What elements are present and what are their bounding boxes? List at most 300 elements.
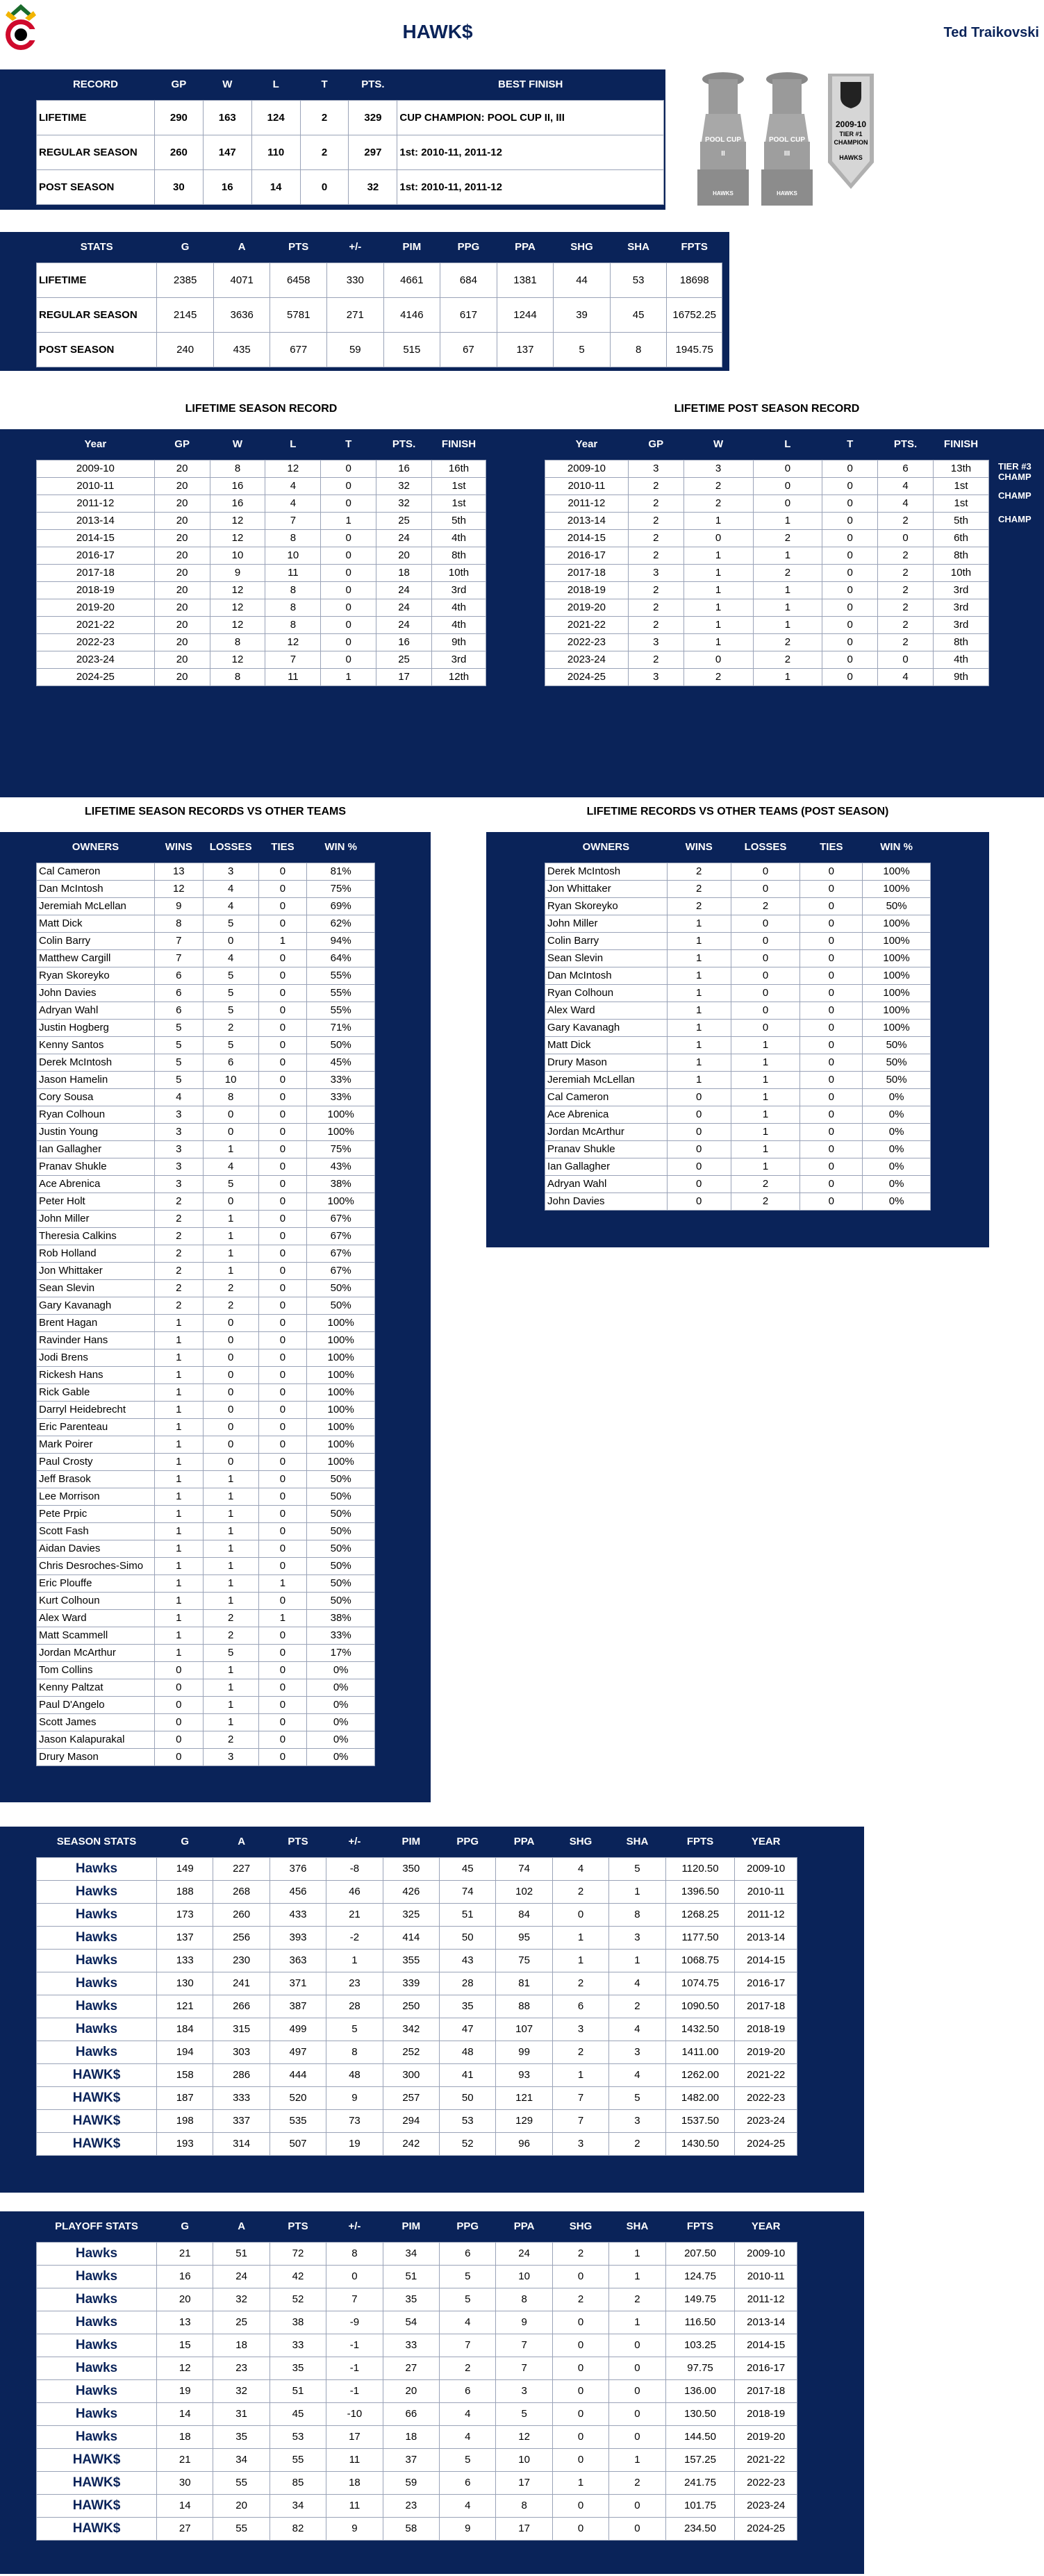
record-cell: 1 bbox=[203, 1574, 258, 1592]
record-cell: 0 bbox=[203, 1401, 258, 1418]
record-cell: 0 bbox=[878, 529, 934, 547]
record-cell: 0 bbox=[800, 897, 863, 915]
record-cell: 10 bbox=[210, 547, 265, 564]
team-name-cell: Hawks bbox=[37, 1926, 157, 1949]
stat-cell: 18 bbox=[326, 2471, 383, 2494]
owner-name-cell: Aidan Davies bbox=[37, 1540, 155, 1557]
record-cell: 0 bbox=[258, 1366, 307, 1383]
stat-cell: 27 bbox=[157, 2517, 213, 2540]
stat-cell: 103.25 bbox=[665, 2334, 735, 2357]
record-cell: 1 bbox=[154, 1522, 203, 1540]
record-cell: 0 bbox=[203, 1453, 258, 1470]
record-cell: 7 bbox=[265, 512, 321, 529]
stat-cell: 0 bbox=[552, 2448, 608, 2471]
blackhawks-logo-icon bbox=[3, 1, 39, 57]
record-cell: 1 bbox=[753, 599, 822, 616]
record-cell: 9th bbox=[432, 633, 486, 651]
stat-cell: 1430.50 bbox=[665, 2132, 735, 2155]
stat-cell: 9 bbox=[496, 2311, 552, 2334]
record-header: PTS. bbox=[361, 78, 385, 91]
stat-cell: 17 bbox=[496, 2517, 552, 2540]
table-row bbox=[37, 1731, 375, 1748]
record-cell: 10 bbox=[265, 547, 321, 564]
stat-cell: 2 bbox=[609, 2132, 665, 2155]
record-cell: 1 bbox=[753, 581, 822, 599]
stat-cell: 53 bbox=[440, 2109, 496, 2132]
stat-cell: 2017-18 bbox=[735, 2379, 797, 2402]
badge-line3: HAWKS bbox=[839, 154, 863, 161]
record-cell: 4 bbox=[878, 477, 934, 495]
record-cell: 0 bbox=[258, 1054, 307, 1071]
table-row bbox=[37, 1574, 375, 1592]
record-cell: 1 bbox=[154, 1331, 203, 1349]
record-cell: 25 bbox=[376, 651, 432, 668]
stat-cell: 42 bbox=[270, 2265, 326, 2288]
stat-cell: 1 bbox=[552, 1949, 608, 1972]
record-cell: 100% bbox=[307, 1314, 375, 1331]
table-row bbox=[37, 135, 664, 169]
record-cell: 1 bbox=[731, 1036, 800, 1054]
record-cell: 2 bbox=[878, 581, 934, 599]
table-row bbox=[37, 1036, 375, 1054]
record-cell: 163 bbox=[203, 100, 251, 135]
record-cell: 0 bbox=[321, 547, 376, 564]
record-cell: 0 bbox=[822, 495, 878, 512]
stat-cell: 2011-12 bbox=[735, 2288, 797, 2311]
record-cell: 94% bbox=[307, 932, 375, 949]
vs-season-header: TIES bbox=[271, 841, 295, 854]
season-stats-header: YEAR bbox=[751, 1836, 781, 1848]
stat-cell: 136.00 bbox=[665, 2379, 735, 2402]
record-label: REGULAR SEASON bbox=[37, 135, 155, 169]
owner-name-cell: Derek McIntosh bbox=[545, 863, 668, 880]
table-row bbox=[37, 984, 375, 1002]
record-cell: 0 bbox=[154, 1696, 203, 1713]
table-row bbox=[37, 2357, 797, 2379]
record-cell: 0 bbox=[800, 915, 863, 932]
stats-table bbox=[36, 232, 722, 367]
cup-number: III bbox=[784, 150, 790, 158]
playoff-stats-header: SHG bbox=[569, 2220, 593, 2233]
stat-cell: 31 bbox=[213, 2402, 270, 2425]
record-cell: 0 bbox=[800, 1175, 863, 1193]
stat-cell: 2 bbox=[609, 2471, 665, 2494]
season-record-header: FINISH bbox=[441, 438, 477, 451]
record-cell: 8th bbox=[934, 633, 989, 651]
vs-post-title: LIFETIME RECORDS VS OTHER TEAMS (POST SEASON) bbox=[586, 806, 889, 817]
table-row bbox=[37, 651, 486, 668]
record-cell: 1 bbox=[154, 1505, 203, 1522]
table-row bbox=[37, 2086, 797, 2109]
record-cell: 3 bbox=[154, 1123, 203, 1140]
record-cell: 1 bbox=[683, 599, 753, 616]
record-cell: 0 bbox=[258, 1505, 307, 1522]
owner-name-cell: Drury Mason bbox=[37, 1748, 155, 1765]
stat-cell: 81 bbox=[496, 1972, 552, 1995]
record-cell: 0 bbox=[258, 1123, 307, 1140]
record-cell: 55% bbox=[307, 967, 375, 984]
table-row bbox=[37, 1418, 375, 1436]
stat-cell: 2019-20 bbox=[735, 2041, 797, 2063]
table-row bbox=[37, 1349, 375, 1366]
stats-cell: 2385 bbox=[157, 263, 214, 297]
table-row bbox=[37, 1383, 375, 1401]
record-cell: 1 bbox=[321, 512, 376, 529]
record-cell: 2 bbox=[667, 880, 731, 897]
record-cell: 2 bbox=[731, 1193, 800, 1210]
stats-label: POST SEASON bbox=[37, 332, 157, 367]
record-cell: 2 bbox=[683, 668, 753, 685]
record-cell: 1 bbox=[154, 1436, 203, 1453]
playoff-stats-header: FPTS bbox=[686, 2220, 714, 2233]
table-row bbox=[37, 1002, 375, 1019]
owner-name-cell: Mark Poirer bbox=[37, 1436, 155, 1453]
stat-cell: 6 bbox=[440, 2379, 496, 2402]
stats-body bbox=[37, 263, 722, 367]
year-cell: 2019-20 bbox=[37, 599, 155, 616]
record-cell: 0 bbox=[258, 1627, 307, 1644]
stat-cell: 28 bbox=[326, 1995, 383, 2018]
record-cell: 1st bbox=[934, 477, 989, 495]
stat-cell: 9 bbox=[326, 2086, 383, 2109]
stat-cell: 1 bbox=[609, 2265, 665, 2288]
stat-cell: 193 bbox=[157, 2132, 213, 2155]
record-cell: 0 bbox=[321, 651, 376, 668]
stats-cell: 39 bbox=[554, 297, 611, 332]
stat-cell: 1 bbox=[609, 1880, 665, 1903]
team-name-cell: Hawks bbox=[37, 2311, 157, 2334]
season-stats-header: SHA bbox=[626, 1836, 649, 1848]
stat-cell: 5 bbox=[496, 2402, 552, 2425]
playoff-stats-header: G bbox=[181, 2220, 190, 2233]
table-row bbox=[37, 1331, 375, 1349]
record-cell: 2 bbox=[753, 564, 822, 581]
table-row bbox=[37, 1262, 375, 1279]
stat-cell: 84 bbox=[496, 1903, 552, 1926]
vs-post-header: OWNERS bbox=[582, 841, 630, 854]
record-cell: 5th bbox=[432, 512, 486, 529]
record-cell: 50% bbox=[307, 1592, 375, 1609]
table-row bbox=[37, 1366, 375, 1383]
record-cell: 0 bbox=[203, 1383, 258, 1401]
record-cell: 0 bbox=[321, 477, 376, 495]
record-cell: 7 bbox=[265, 651, 321, 668]
vs-post-table bbox=[545, 832, 931, 1211]
record-cell: 0 bbox=[258, 1175, 307, 1193]
table-row bbox=[37, 1972, 797, 1995]
table-row bbox=[545, 581, 989, 599]
stats-cell: 330 bbox=[327, 263, 384, 297]
record-cell: 2 bbox=[154, 1297, 203, 1314]
stat-cell: -1 bbox=[326, 2334, 383, 2357]
record-cell: 0 bbox=[753, 460, 822, 477]
season-record-title: LIFETIME SEASON RECORD bbox=[185, 403, 338, 415]
stat-cell: 339 bbox=[383, 1972, 439, 1995]
record-cell: 0 bbox=[731, 984, 800, 1002]
record-cell: 0 bbox=[800, 1019, 863, 1036]
champion-badge bbox=[827, 72, 875, 190]
record-cell: 0 bbox=[321, 633, 376, 651]
stat-cell: 260 bbox=[213, 1903, 270, 1926]
record-cell: 16 bbox=[203, 169, 251, 204]
record-cell: 0 bbox=[800, 1193, 863, 1210]
table-row bbox=[37, 1505, 375, 1522]
year-cell: 2016-17 bbox=[37, 547, 155, 564]
stat-cell: 0 bbox=[609, 2402, 665, 2425]
post-record-header: FINISH bbox=[943, 438, 979, 451]
record-cell: 2 bbox=[628, 616, 683, 633]
stats-header: PPG bbox=[457, 241, 480, 254]
table-row bbox=[37, 1926, 797, 1949]
record-cell: 3 bbox=[628, 460, 683, 477]
stat-cell: 9 bbox=[440, 2517, 496, 2540]
year-cell: 2014-15 bbox=[37, 529, 155, 547]
record-cell: 1 bbox=[203, 1227, 258, 1245]
record-cell: 2 bbox=[878, 547, 934, 564]
year-cell: 2022-23 bbox=[37, 633, 155, 651]
owner-name-cell: Matthew Cargill bbox=[37, 949, 155, 967]
record-cell: 0 bbox=[258, 1245, 307, 1262]
stat-cell: 2009-10 bbox=[735, 1857, 797, 1880]
record-cell: 1st bbox=[432, 477, 486, 495]
record-cell: 0% bbox=[307, 1661, 375, 1679]
record-cell: 0 bbox=[154, 1661, 203, 1679]
record-cell: 100% bbox=[307, 1366, 375, 1383]
stat-cell: 342 bbox=[383, 2018, 439, 2041]
stats-cell: 240 bbox=[157, 332, 214, 367]
record-cell: 0 bbox=[258, 1002, 307, 1019]
table-row bbox=[37, 2018, 797, 2041]
post-record-header: PTS. bbox=[893, 438, 918, 451]
record-cell: 0 bbox=[154, 1679, 203, 1696]
record-cell: 3 bbox=[203, 863, 258, 880]
record-cell: 100% bbox=[307, 1436, 375, 1453]
table-row bbox=[37, 1949, 797, 1972]
stat-cell: 124.75 bbox=[665, 2265, 735, 2288]
record-cell: 1 bbox=[258, 932, 307, 949]
stat-cell: 0 bbox=[609, 2357, 665, 2379]
year-cell: 2022-23 bbox=[545, 633, 629, 651]
record-cell: 20 bbox=[154, 547, 210, 564]
record-cell: 1 bbox=[154, 1644, 203, 1661]
year-cell: 2023-24 bbox=[545, 651, 629, 668]
table-row bbox=[545, 460, 989, 477]
record-cell: 0 bbox=[683, 651, 753, 668]
stat-cell: 5 bbox=[440, 2265, 496, 2288]
record-cell: 3rd bbox=[432, 581, 486, 599]
stat-cell: 34 bbox=[213, 2448, 270, 2471]
record-cell: 0 bbox=[258, 1644, 307, 1661]
record-cell: 1 bbox=[154, 1453, 203, 1470]
stats-cell: 45 bbox=[610, 297, 667, 332]
record-cell: 0 bbox=[258, 880, 307, 897]
table-row bbox=[37, 915, 375, 932]
table-row bbox=[37, 1193, 375, 1210]
stat-cell: 4 bbox=[440, 2402, 496, 2425]
stat-cell: 82 bbox=[270, 2517, 326, 2540]
record-cell: 81% bbox=[307, 863, 375, 880]
record-cell: 5 bbox=[203, 967, 258, 984]
record-cell: 5 bbox=[154, 1019, 203, 1036]
owner-name-cell: Darryl Heidebrecht bbox=[37, 1401, 155, 1418]
stat-cell: 7 bbox=[326, 2288, 383, 2311]
table-row bbox=[545, 1088, 931, 1106]
record-cell: 1 bbox=[667, 1002, 731, 1019]
record-cell: 1 bbox=[154, 1609, 203, 1627]
playoff-stats-header: YEAR bbox=[751, 2220, 781, 2233]
record-cell: 4th bbox=[934, 651, 989, 668]
table-row bbox=[545, 616, 989, 633]
year-cell: 2023-24 bbox=[37, 651, 155, 668]
record-cell: 100% bbox=[307, 1418, 375, 1436]
record-cell: 1 bbox=[203, 1557, 258, 1574]
record-cell: 8 bbox=[210, 460, 265, 477]
stat-cell: 5 bbox=[609, 1857, 665, 1880]
record-cell: 20 bbox=[154, 460, 210, 477]
record-cell: 3 bbox=[628, 668, 683, 685]
table-row bbox=[37, 897, 375, 915]
stat-cell: 4 bbox=[440, 2425, 496, 2448]
stat-cell: 2 bbox=[552, 1880, 608, 1903]
stat-cell: 0 bbox=[552, 2334, 608, 2357]
table-row bbox=[37, 1297, 375, 1314]
table-row bbox=[37, 932, 375, 949]
stat-cell: 88 bbox=[496, 1995, 552, 2018]
team-name-cell: Hawks bbox=[37, 2334, 157, 2357]
owner-name-cell: Ryan Skoreyko bbox=[545, 897, 668, 915]
team-name-cell: HAWK$ bbox=[37, 2063, 157, 2086]
playoff-stats-header: +/- bbox=[348, 2220, 361, 2233]
record-cell: 100% bbox=[307, 1193, 375, 1210]
record-cell: 50% bbox=[307, 1574, 375, 1592]
stat-cell: 0 bbox=[609, 2494, 665, 2517]
table-row bbox=[545, 897, 931, 915]
record-cell: 0 bbox=[258, 1748, 307, 1765]
stat-cell: 33 bbox=[383, 2334, 439, 2357]
stat-cell: 20 bbox=[157, 2288, 213, 2311]
stat-cell: 43 bbox=[440, 1949, 496, 1972]
stat-cell: 2018-19 bbox=[735, 2402, 797, 2425]
owner-name-cell: Pete Prpic bbox=[37, 1505, 155, 1522]
vs-post-body bbox=[545, 863, 931, 1210]
stat-cell: 1411.00 bbox=[665, 2041, 735, 2063]
stat-cell: 497 bbox=[270, 2041, 326, 2063]
stat-cell: 149.75 bbox=[665, 2288, 735, 2311]
owner-name-cell: John Davies bbox=[545, 1193, 668, 1210]
stat-cell: 37 bbox=[383, 2448, 439, 2471]
record-cell: 1 bbox=[753, 668, 822, 685]
stat-cell: -8 bbox=[326, 1857, 383, 1880]
table-row bbox=[37, 1123, 375, 1140]
record-cell: 4 bbox=[203, 897, 258, 915]
year-cell: 2010-11 bbox=[37, 477, 155, 495]
playoff-stats-header: PTS bbox=[288, 2220, 308, 2233]
owner-name-cell: Justin Hogberg bbox=[37, 1019, 155, 1036]
record-cell: 100% bbox=[863, 1019, 931, 1036]
record-cell: 100% bbox=[863, 1002, 931, 1019]
owner-name-cell: Jordan McArthur bbox=[37, 1644, 155, 1661]
stat-cell: 157.25 bbox=[665, 2448, 735, 2471]
owner-name-cell: Tom Collins bbox=[37, 1661, 155, 1679]
record-cell: 0% bbox=[863, 1193, 931, 1210]
stat-cell: 35 bbox=[270, 2357, 326, 2379]
stat-cell: 23 bbox=[326, 1972, 383, 1995]
stat-cell: 2021-22 bbox=[735, 2448, 797, 2471]
table-row bbox=[37, 495, 486, 512]
record-cell: 0 bbox=[203, 1418, 258, 1436]
record-cell: 64% bbox=[307, 949, 375, 967]
stat-cell: 1 bbox=[609, 2448, 665, 2471]
year-cell: 2017-18 bbox=[37, 564, 155, 581]
record-cell: 8 bbox=[265, 599, 321, 616]
table-row bbox=[37, 2132, 797, 2155]
stats-cell: 44 bbox=[554, 263, 611, 297]
owner-name-cell: Lee Morrison bbox=[37, 1488, 155, 1505]
table-row bbox=[37, 1713, 375, 1731]
record-cell: 0 bbox=[258, 1418, 307, 1436]
stat-cell: 2021-22 bbox=[735, 2063, 797, 2086]
stats-cell: 53 bbox=[610, 263, 667, 297]
owner-name-cell: Ian Gallagher bbox=[37, 1140, 155, 1158]
owner-name-cell: Eric Plouffe bbox=[37, 1574, 155, 1592]
record-cell: 2 bbox=[753, 529, 822, 547]
season-stats-header: G bbox=[181, 1836, 190, 1848]
stat-cell: 35 bbox=[213, 2425, 270, 2448]
record-cell: 100% bbox=[863, 949, 931, 967]
table-row bbox=[37, 547, 486, 564]
record-cell: 18 bbox=[376, 564, 432, 581]
team-name-cell: Hawks bbox=[37, 1949, 157, 1972]
owner-name-cell: Derek McIntosh bbox=[37, 1054, 155, 1071]
record-cell: 2 bbox=[667, 897, 731, 915]
record-cell: 8 bbox=[265, 581, 321, 599]
record-cell: 2 bbox=[628, 651, 683, 668]
vs-season-table bbox=[36, 832, 375, 1766]
vs-season-title: LIFETIME SEASON RECORDS VS OTHER TEAMS bbox=[84, 806, 347, 817]
record-cell: 0 bbox=[800, 1036, 863, 1054]
record-cell: 67% bbox=[307, 1262, 375, 1279]
record-cell: 2 bbox=[878, 633, 934, 651]
record-cell: 2 bbox=[731, 1175, 800, 1193]
stat-cell: 23 bbox=[383, 2494, 439, 2517]
table-row bbox=[545, 599, 989, 616]
record-cell: 0 bbox=[203, 1314, 258, 1331]
record-cell: 55% bbox=[307, 984, 375, 1002]
record-cell: 4th bbox=[432, 529, 486, 547]
record-cell: 38% bbox=[307, 1609, 375, 1627]
record-cell: 1 bbox=[203, 1661, 258, 1679]
stat-cell: 371 bbox=[270, 1972, 326, 1995]
table-row bbox=[545, 932, 931, 949]
record-cell: 1 bbox=[154, 1383, 203, 1401]
record-cell: 100% bbox=[863, 984, 931, 1002]
table-row bbox=[545, 1140, 931, 1158]
table-row bbox=[37, 1470, 375, 1488]
record-cell: 20 bbox=[154, 633, 210, 651]
record-cell: 30 bbox=[154, 169, 203, 204]
record-cell: 33% bbox=[307, 1088, 375, 1106]
owner-name-cell: Ian Gallagher bbox=[545, 1158, 668, 1175]
stat-cell: 315 bbox=[213, 2018, 270, 2041]
tier-note: CHAMP bbox=[998, 514, 1031, 524]
record-cell: 5 bbox=[203, 915, 258, 932]
stat-cell: 8 bbox=[496, 2494, 552, 2517]
record-cell: 1 bbox=[667, 915, 731, 932]
record-cell: 0 bbox=[300, 169, 349, 204]
stat-cell: 2018-19 bbox=[735, 2018, 797, 2041]
record-cell: 4 bbox=[878, 495, 934, 512]
table-row bbox=[37, 1748, 375, 1765]
